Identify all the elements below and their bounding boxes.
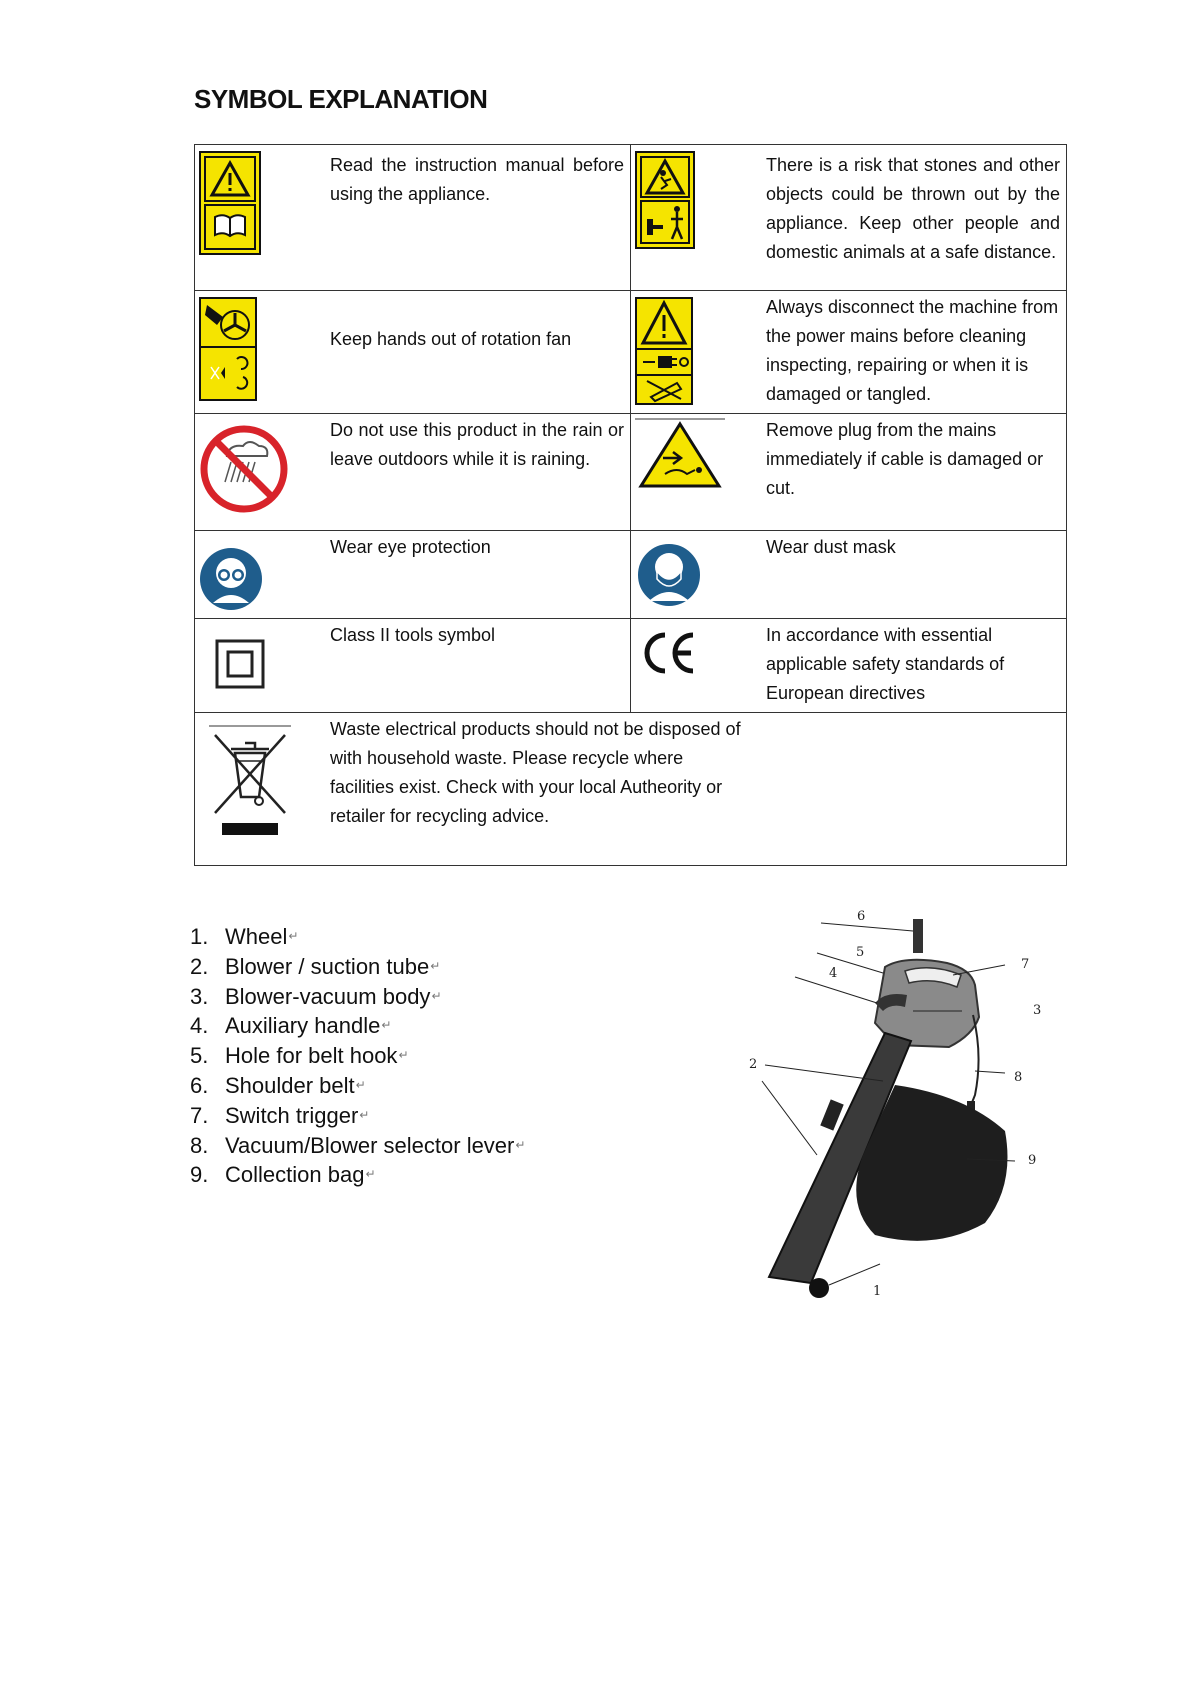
page-title: SYMBOL EXPLANATION [194, 84, 488, 114]
symbol-cell [195, 414, 631, 531]
symbol-cell [631, 291, 1067, 414]
symbol-text: Read the instruction manual before using the appliance. [330, 155, 624, 204]
no-rain-prohibition-icon [195, 414, 320, 520]
symbol-cell [195, 713, 1067, 866]
callout-label: 2 [749, 1057, 758, 1072]
symbol-cell [195, 145, 631, 291]
symbol-cell [195, 619, 631, 713]
callout-label: 4 [829, 966, 838, 981]
ce-mark-icon [631, 619, 756, 712]
symbol-text: Keep hands out of rotation fan [330, 329, 572, 349]
blower-vacuum-illustration [735, 905, 1055, 1305]
list-item: 5. Hole for belt hook ↵ [190, 1043, 409, 1069]
symbol-cell [631, 145, 1067, 291]
wheel-shape [809, 1278, 829, 1298]
symbol-cell [631, 414, 1067, 531]
list-item: 9. Collection bag ↵ [190, 1162, 376, 1188]
symbol-text: Wear dust mask [766, 537, 896, 557]
symbol-cell [195, 291, 631, 414]
symbol-text: Remove plug from the mains immediately if cable is damaged or cut. [766, 420, 1044, 498]
callout-label: 3 [1033, 1003, 1042, 1018]
symbol-cell [631, 531, 1067, 619]
blower-vacuum-drawing [735, 905, 1055, 1305]
symbol-table [194, 144, 1067, 866]
list-item: 6. Shoulder belt ↵ [190, 1072, 366, 1098]
symbol-text: Wear eye protection [330, 537, 491, 557]
rotating-fan-warning-icon [195, 291, 320, 407]
callout-label: 8 [1014, 1070, 1023, 1085]
callout-label: 6 [857, 909, 866, 924]
symbol-text: In accordance with essential applicable safety standards of European directives [766, 625, 1005, 703]
damaged-cable-warning-icon [631, 414, 756, 507]
read-manual-warning-icon [195, 145, 320, 261]
list-item: 1. Wheel ↵ [190, 924, 299, 949]
callout-label: 9 [1028, 1153, 1037, 1168]
symbol-cell [631, 619, 1067, 713]
list-item: 7. Switch trigger ↵ [190, 1102, 370, 1128]
thrown-objects-warning-icon [631, 145, 756, 271]
list-item: 4. Auxiliary handle ↵ [190, 1013, 392, 1039]
eye-protection-icon [195, 531, 320, 617]
shoulder-belt-shape [913, 919, 923, 953]
weee-bin-icon [195, 713, 320, 841]
class-ii-icon [195, 619, 320, 689]
list-item: 3. Blower-vacuum body ↵ [190, 983, 442, 1009]
symbol-text: Class II tools symbol [330, 625, 496, 645]
symbol-text: Do not use this product in the rain or leave outdoors while it is raining. [330, 420, 624, 469]
callout-label: 1 [873, 1284, 882, 1299]
callout-label: 7 [1021, 957, 1030, 972]
list-item: 8. Vacuum/Blower selector lever ↵ [190, 1132, 526, 1158]
symbol-text: There is a risk that stones and other objects could be thrown out by the appliance. Keep other people and domestic animals at a safe distance. [766, 155, 1060, 262]
parts-list [190, 922, 525, 1190]
symbol-text: Always disconnect the machine from the power mains before cleaning inspecting, repairing or when it is damaged or tangled. [766, 297, 1059, 404]
symbol-text: Waste electrical products should not be disposed of with household waste. Please recycle where facilities exist. Check with your local Autheority or retailer for recycling advice. [330, 719, 741, 826]
disconnect-power-warning-icon [631, 291, 756, 413]
callout-label: 5 [856, 945, 865, 960]
symbol-cell [195, 531, 631, 619]
dust-mask-icon [631, 531, 756, 615]
list-item: 2. Blower / suction tube ↵ [190, 953, 441, 979]
